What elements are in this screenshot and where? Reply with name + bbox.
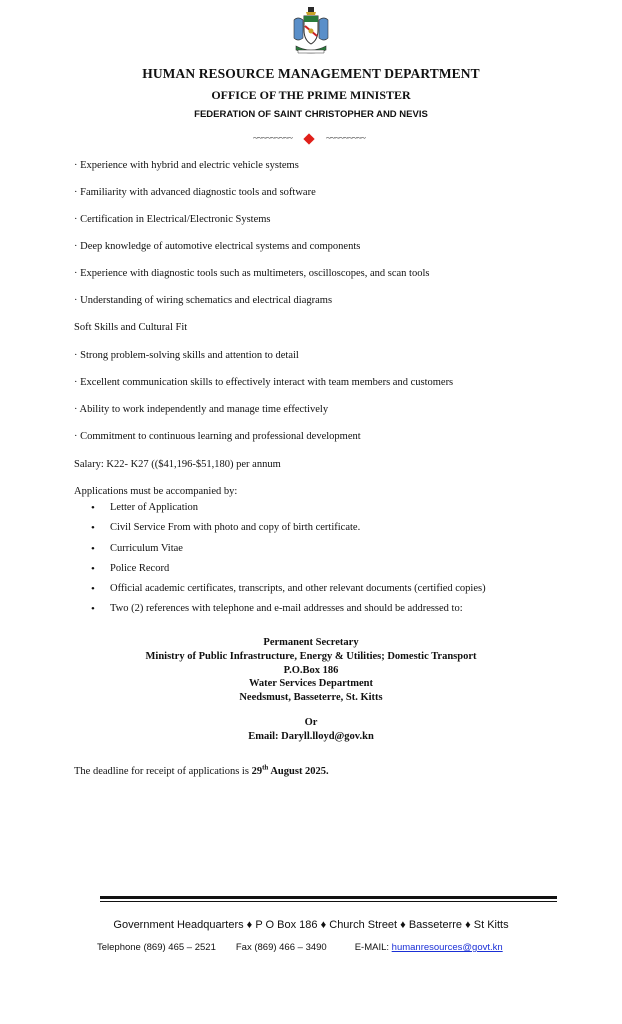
applications-heading: Applications must be accompanied by:: [74, 486, 238, 497]
address-po-box: P.O.Box 186: [283, 665, 339, 676]
address-location: Needsmust, Basseterre, St. Kitts: [239, 692, 383, 703]
list-item: • Two (2) references with telephone and e-mail addresses and should be addressed to:: [74, 603, 554, 623]
footer-address: Government Headquarters ♦ P O Box 186 ♦ Church Street ♦ Basseterre ♦ St Kitts: [113, 919, 509, 931]
ornament-tilde-left: ~~~~~~~~~: [253, 133, 293, 143]
diamond-icon: [303, 133, 314, 144]
salary-line: Salary: K22- K27 (($41,196-$51,180) per annum: [74, 459, 281, 470]
soft-skills-heading: Soft Skills and Cultural Fit: [74, 322, 188, 333]
footer-divider-thin: [100, 901, 557, 902]
list-item: • Civil Service From with photo and copy of birth certificate.: [74, 522, 554, 542]
footer-contacts: [97, 942, 503, 953]
list-item: • Official academic certificates, transcripts, and other relevant documents (certified copies): [74, 583, 554, 603]
address-or: Or: [304, 717, 318, 728]
soft-skill-line: · Ability to work independently and manage time effectively: [74, 404, 329, 415]
footer-fax: Fax (869) 466 – 3490: [235, 942, 327, 953]
footer-divider: [100, 896, 557, 899]
deadline-day-suffix: th: [262, 763, 269, 772]
deadline-line: [74, 763, 329, 777]
department-title: HUMAN RESOURCE MANAGEMENT DEPARTMENT: [142, 66, 480, 81]
address-title: Permanent Secretary: [263, 637, 359, 648]
footer-email-link[interactable]: humanresources@govt.kn: [391, 942, 503, 953]
list-item: • Letter of Application: [74, 502, 554, 522]
soft-skill-line: · Excellent communication skills to effectively interact with team members and customers: [74, 377, 454, 388]
requirement-line: · Experience with diagnostic tools such as multimeters, oscilloscopes, and scan tools: [74, 268, 430, 279]
soft-skill-line: · Commitment to continuous learning and professional development: [74, 431, 361, 442]
contact-email: Email: Daryll.lloyd@gov.kn: [248, 731, 374, 742]
address-department: Water Services Department: [248, 678, 374, 689]
deadline-day: 29: [251, 766, 263, 777]
ornament-tilde-right: ~~~~~~~~~: [326, 133, 366, 143]
footer-telephone: Telephone (869) 465 – 2521: [97, 942, 216, 953]
header-ornament: [0, 133, 622, 147]
deadline-prefix: The deadline for receipt of applications is: [74, 766, 252, 777]
requirement-line: · Familiarity with advanced diagnostic tools and software: [74, 187, 316, 198]
coat-of-arms-logo: [290, 6, 332, 56]
address-ministry: Ministry of Public Infrastructure, Energy & Utilities; Domestic Transport: [145, 651, 477, 662]
list-item: • Police Record: [74, 563, 554, 583]
footer-email-label: E-MAIL:: [354, 942, 390, 953]
requirement-line: · Deep knowledge of automotive electrical systems and components: [74, 241, 361, 252]
deadline-date: August 2025.: [268, 766, 329, 777]
application-requirements-list: [74, 502, 554, 624]
requirement-line: · Experience with hybrid and electric vehicle systems: [74, 160, 299, 171]
list-item: • Curriculum Vitae: [74, 543, 554, 563]
soft-skill-line: · Strong problem-solving skills and attention to detail: [74, 350, 299, 361]
federation-title: FEDERATION OF SAINT CHRISTOPHER AND NEVIS: [194, 109, 428, 120]
requirement-line: · Certification in Electrical/Electronic Systems: [74, 214, 271, 225]
office-title: OFFICE OF THE PRIME MINISTER: [211, 88, 411, 102]
requirement-line: · Understanding of wiring schematics and electrical diagrams: [74, 295, 333, 306]
